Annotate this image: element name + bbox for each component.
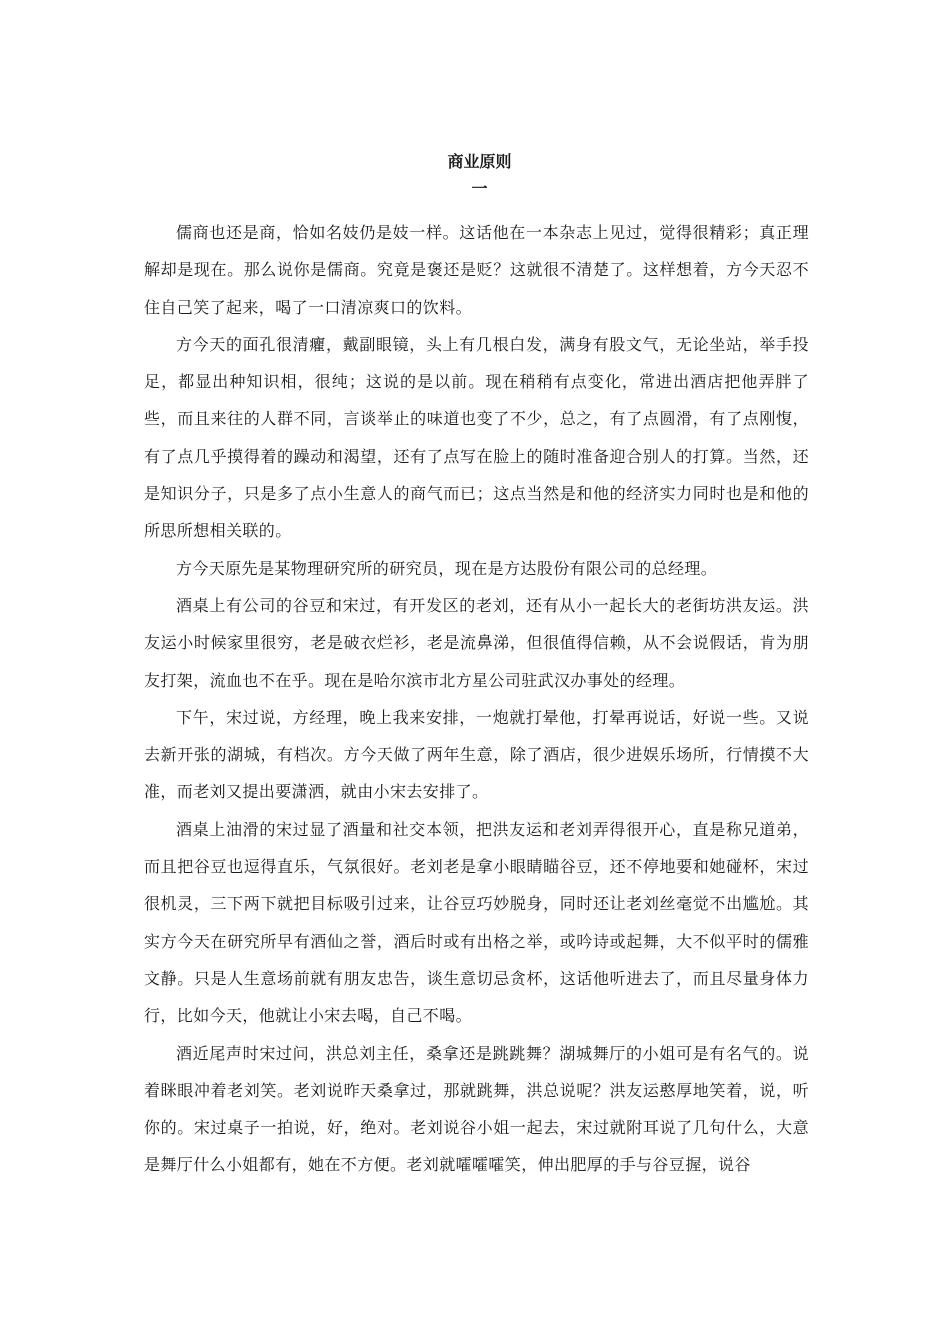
paragraph: 下午，宋过说，方经理，晚上我来安排，一炮就打晕他，打晕再说话，好说一些。又说去新开张的湖城，有档次。方今天做了两年生意，除了酒店，很少进娱乐场所，行情摸不大准，而老刘又提出要潇洒，就由小宋去安排了。	[144, 707, 809, 802]
paragraph: 酒桌上油滑的宋过显了酒量和社交本领，把洪友运和老刘弄得很开心，直是称兄道弟，而且把谷豆也逗得直乐，气氛很好。老刘老是拿小眼睛瞄谷豆，还不停地要和她碰杯，宋过很机灵，三下两下就把目标吸引过来，让谷豆巧妙脱身，同时还让老刘丝毫觉不出尴尬。其实方今天在研究所早有酒仙之誉，酒后时或有出格之举，或吟诗或起舞，大不似平时的儒雅文静。只是人生意场前就有朋友忠告，谈生意切忌贪杯，这话他听进去了，而且尽量身体力行，比如今天，他就让小宋去喝，自己不喝。	[144, 819, 809, 1026]
paragraph: 酒近尾声时宋过问，洪总刘主任，桑拿还是跳跳舞？湖城舞厅的小姐可是有名气的。说着眯眼冲着老刘笑。老刘说昨天桑拿过，那就跳舞，洪总说呢？洪友运憨厚地笑着，说，听你的。宋过桌子一拍说，好，绝对。老刘说谷小姐一起去，宋过就附耳说了几句什么，大意是舞厅什么小姐都有，她在不方便。老刘就嚯嚯嚯笑，伸出肥厚的手与谷豆握，说谷	[144, 1043, 809, 1175]
chapter-heading: 一	[471, 179, 488, 198]
paragraph: 方今天原先是某物理研究所的研究员，现在是方达股份有限公司的总经理。	[176, 558, 718, 578]
paragraph: 儒商也还是商，恰如名妓仍是妓一样。这话他在一本杂志上见过，觉得很精彩；真正理解却是现在。那么说你是儒商。究竟是褒还是贬？这就很不清楚了。这样想着，方今天忍不住自己笑了起来，喝了一口清凉爽口的饮料。	[144, 223, 809, 317]
document-title: 商业原则	[447, 152, 512, 171]
document-page	[144, 146, 809, 1184]
paragraph: 酒桌上有公司的谷豆和宋过，有开发区的老刘，还有从小一起长大的老街坊洪友运。洪友运小时候家里很穷，老是破衣烂衫，老是流鼻涕，但很值得信赖，从不会说假话，肯为朋友打架，流血也不在乎。现在是哈尔滨市北方星公司驻武汉办事处的经理。	[144, 595, 809, 690]
paragraph: 方今天的面孔很清癯，戴副眼镜，头上有几根白发，满身有股文气，无论坐站，举手投足，都显出种知识相，很纯；这说的是以前。现在稍稍有点变化，常进出酒店把他弄胖了些，而且来往的人群不同，言谈举止的味道也变了不少，总之，有了点圆滑，有了点刚愎，有了点几乎摸得着的躁动和渴望，还有了点写在脸上的随时准备迎合别人的打算。当然，还是知识分子，只是多了点小生意人的商气而已；这点当然是和他的经济实力同时也是和他的所思所想相关联的。	[144, 334, 809, 541]
